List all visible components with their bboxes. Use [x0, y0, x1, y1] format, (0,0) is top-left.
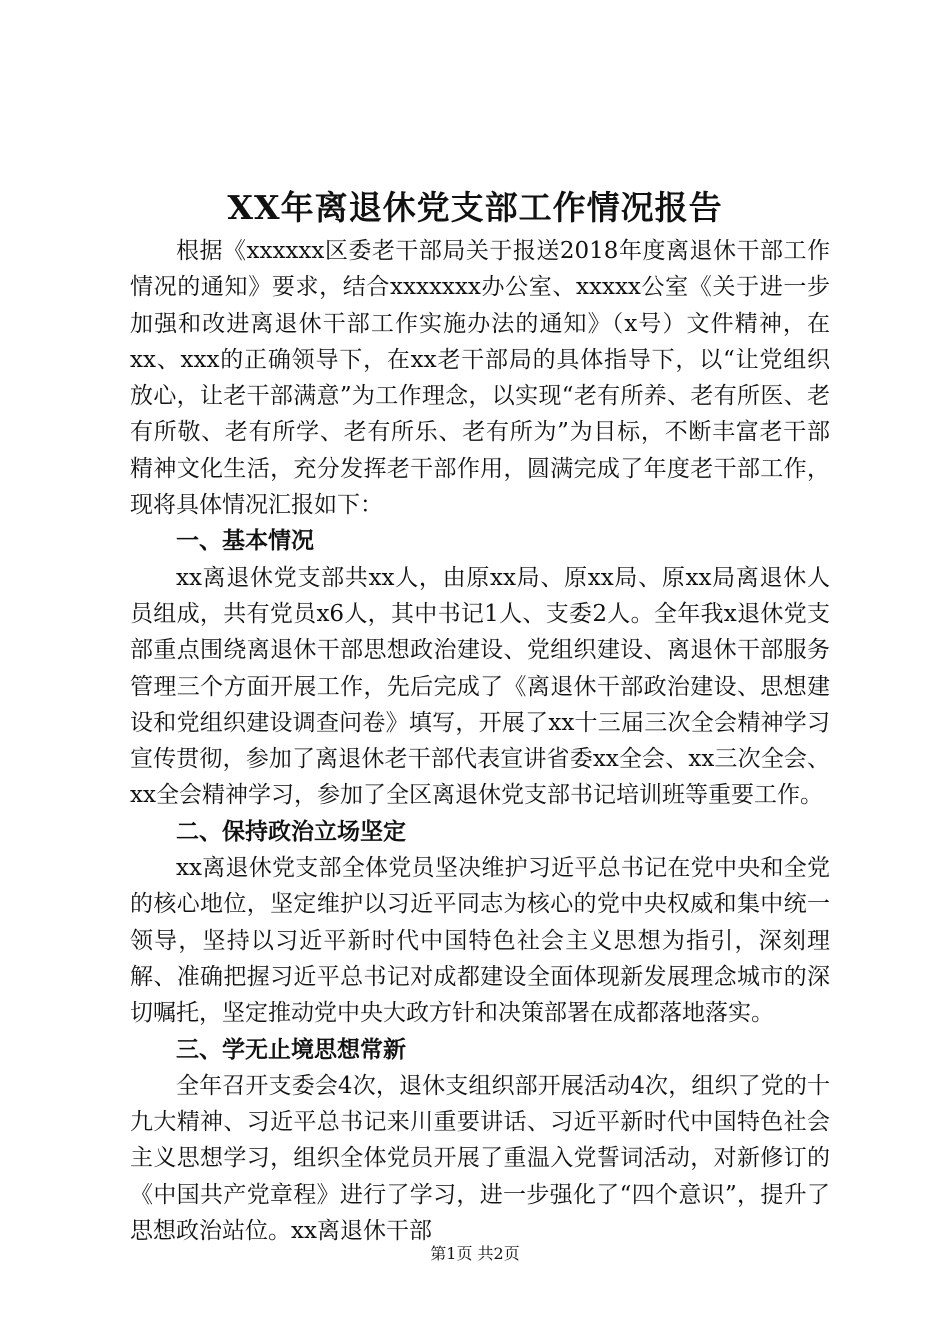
section-heading-political-stance: 二、保持政治立场坚定: [176, 817, 406, 845]
section-heading-continuous-learning: 三、学无止境思想常新: [176, 1035, 406, 1063]
document-body: [130, 233, 830, 1249]
section-heading-basic-situation: 一、基本情况: [176, 527, 314, 555]
intro-paragraph: 根据《xxxxxx区委老干部局关于报送2018年度离退休干部工作情况的通知》要求，结合xxxxxxx办公室、xxxxx公室《关于进一步加强和改进离退休干部工作实施办法的通知》（x号）文件精神，在xx、xxx的正确领导下，在xx老干部局的具体指导下，以“让党组织放心，让老干部满意”为工作理念，以实现“老有所养、老有所医、老有所敬、老有所学、老有所乐、老有所为”为目标，不断丰富老干部精神文化生活，充分发挥老干部作用，圆满完成了年度老干部工作，现将具体情况汇报如下：: [130, 238, 830, 519]
document-title: XX年离退休党支部工作情况报告: [227, 188, 723, 227]
section-paragraph-basic-situation: xx离退休党支部共xx人，由原xx局、原xx局、原xx局离退休人员组成，共有党员x6人，其中书记1人、支委2人。全年我x退休党支部重点围绕离退休干部思想政治建设、党组织建设、离退休干部服务管理三个方面开展工作，先后完成了《离退休干部政治建设、思想建设和党组织建设调查问卷》填写，开展了xx十三届三次全会精神学习宣传贯彻，参加了离退休老干部代表宣讲省委xx全会、xx三次全会、xx全会精神学习，参加了全区离退休党支部书记培训班等重要工作。: [130, 564, 830, 809]
section-paragraph-political-stance: xx离退休党支部全体党员坚决维护习近平总书记在党中央和全党的核心地位，坚定维护以习近平同志为核心的党中央权威和集中统一领导，坚持以习近平新时代中国特色社会主义思想为指引，深刻理解、准确把握习近平总书记对成都建设全面体现新发展理念城市的深切嘱托，坚定推动党中央大政方针和决策部署在成都落地落实。: [130, 855, 830, 1027]
section-paragraph-continuous-learning: 全年召开支委会4次，退休支组织部开展活动4次，组织了党的十九大精神、习近平总书记来川重要讲话、习近平新时代中国特色社会主义思想学习，组织全体党员开展了重温入党誓词活动，对新修订的《中国共产党章程》进行了学习，进一步强化了“四个意识”，提升了思想政治站位。xx离退休干部: [130, 1072, 830, 1245]
page-number-footer: 第1页 共2页: [430, 1244, 520, 1263]
